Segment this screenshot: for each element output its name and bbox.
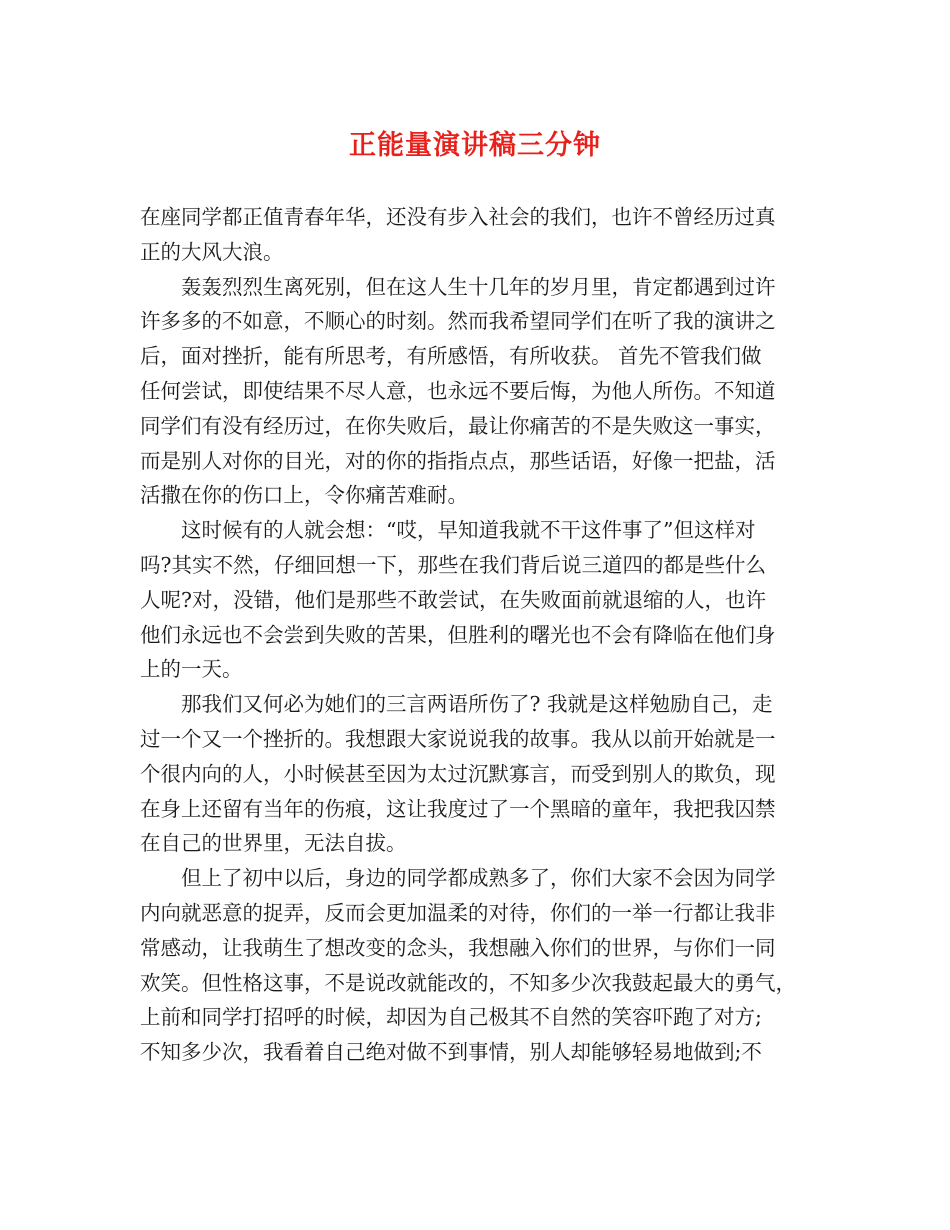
body-text-line: 个很内向的人，小时候甚至因为太过沉默寡言，而受到别人的欺负，现 bbox=[140, 761, 776, 786]
document-title: 正能量演讲稿三分钟 bbox=[349, 130, 601, 161]
body-text-line: 在座同学都正值青春年华，还没有步入社会的我们，也许不曾经历过真 bbox=[140, 205, 776, 229]
body-text-line: 人呢?对，没错，他们是那些不敢尝试，在失败面前就退缩的人，也许 bbox=[140, 587, 766, 612]
body-text-line: 活撒在你的伤口上，令你痛苦难耐。 bbox=[140, 483, 468, 508]
body-text-line: 过一个又一个挫折的。我想跟大家说说我的故事。我从以前开始就是一 bbox=[140, 726, 776, 751]
body-text-line: 这时候有的人就会想：“哎，早知道我就不干这件事了”但这样对 bbox=[181, 518, 756, 543]
body-text-line: 常感动，让我萌生了想改变的念头，我想融入你们的世界，与你们一同 bbox=[140, 935, 776, 960]
body-text-line: 任何尝试，即使结果不尽人意，也永远不要后悔，为他人所伤。不知道 bbox=[140, 378, 776, 403]
body-text-line: 他们永远也不会尝到失败的苦果，但胜利的曙光也不会有降临在他们身 bbox=[140, 622, 776, 647]
body-text-line: 在自己的世界里，无法自拔。 bbox=[140, 831, 407, 856]
body-text-line: 同学们有没有经历过，在你失败后，最让你痛苦的不是失败这一事实， bbox=[140, 413, 776, 438]
body-text-line: 轰轰烈烈生离死别，但在这人生十几年的岁月里，肯定都遇到过许 bbox=[181, 274, 776, 299]
body-text-line: 在身上还留有当年的伤痕，这让我度过了一个黑暗的童年，我把我囚禁 bbox=[140, 796, 776, 821]
body-text-line: 上前和同学打招呼的时候，却因为自己极其不自然的笑容吓跑了对方; bbox=[140, 1005, 762, 1030]
body-text-line: 不知多少次，我看着自己绝对做不到事情，别人却能够轻易地做到;不 bbox=[140, 1040, 762, 1065]
body-text-line: 而是别人对你的目光，对的你的指指点点，那些话语，好像一把盐，活 bbox=[140, 448, 776, 473]
body-text-line: 上的一天。 bbox=[140, 657, 243, 682]
body-text-line: 欢笑。但性格这事，不是说改就能改的，不知多少次我鼓起最大的勇气， bbox=[140, 970, 796, 995]
document-body bbox=[140, 200, 820, 1070]
body-text-line: 吗?其实不然，仔细回想一下，那些在我们背后说三道四的都是些什么 bbox=[140, 552, 766, 577]
body-text-line: 正的大风大浪。 bbox=[140, 239, 284, 264]
body-text-line: 许多多的不如意，不顺心的时刻。然而我希望同学们在听了我的演讲之 bbox=[140, 309, 776, 334]
body-text-line: 但上了初中以后，身边的同学都成熟多了，你们大家不会因为同学 bbox=[181, 866, 776, 891]
body-text-line: 内向就恶意的捉弄，反而会更加温柔的对待，你们的一举一行都让我非 bbox=[140, 900, 776, 925]
body-text-line: 后，面对挫折，能有所思考，有所感悟，有所收获。 首先不管我们做 bbox=[140, 344, 762, 369]
body-text-line: 那我们又何必为她们的三言两语所伤了? 我就是这样勉励自己，走 bbox=[181, 692, 773, 717]
